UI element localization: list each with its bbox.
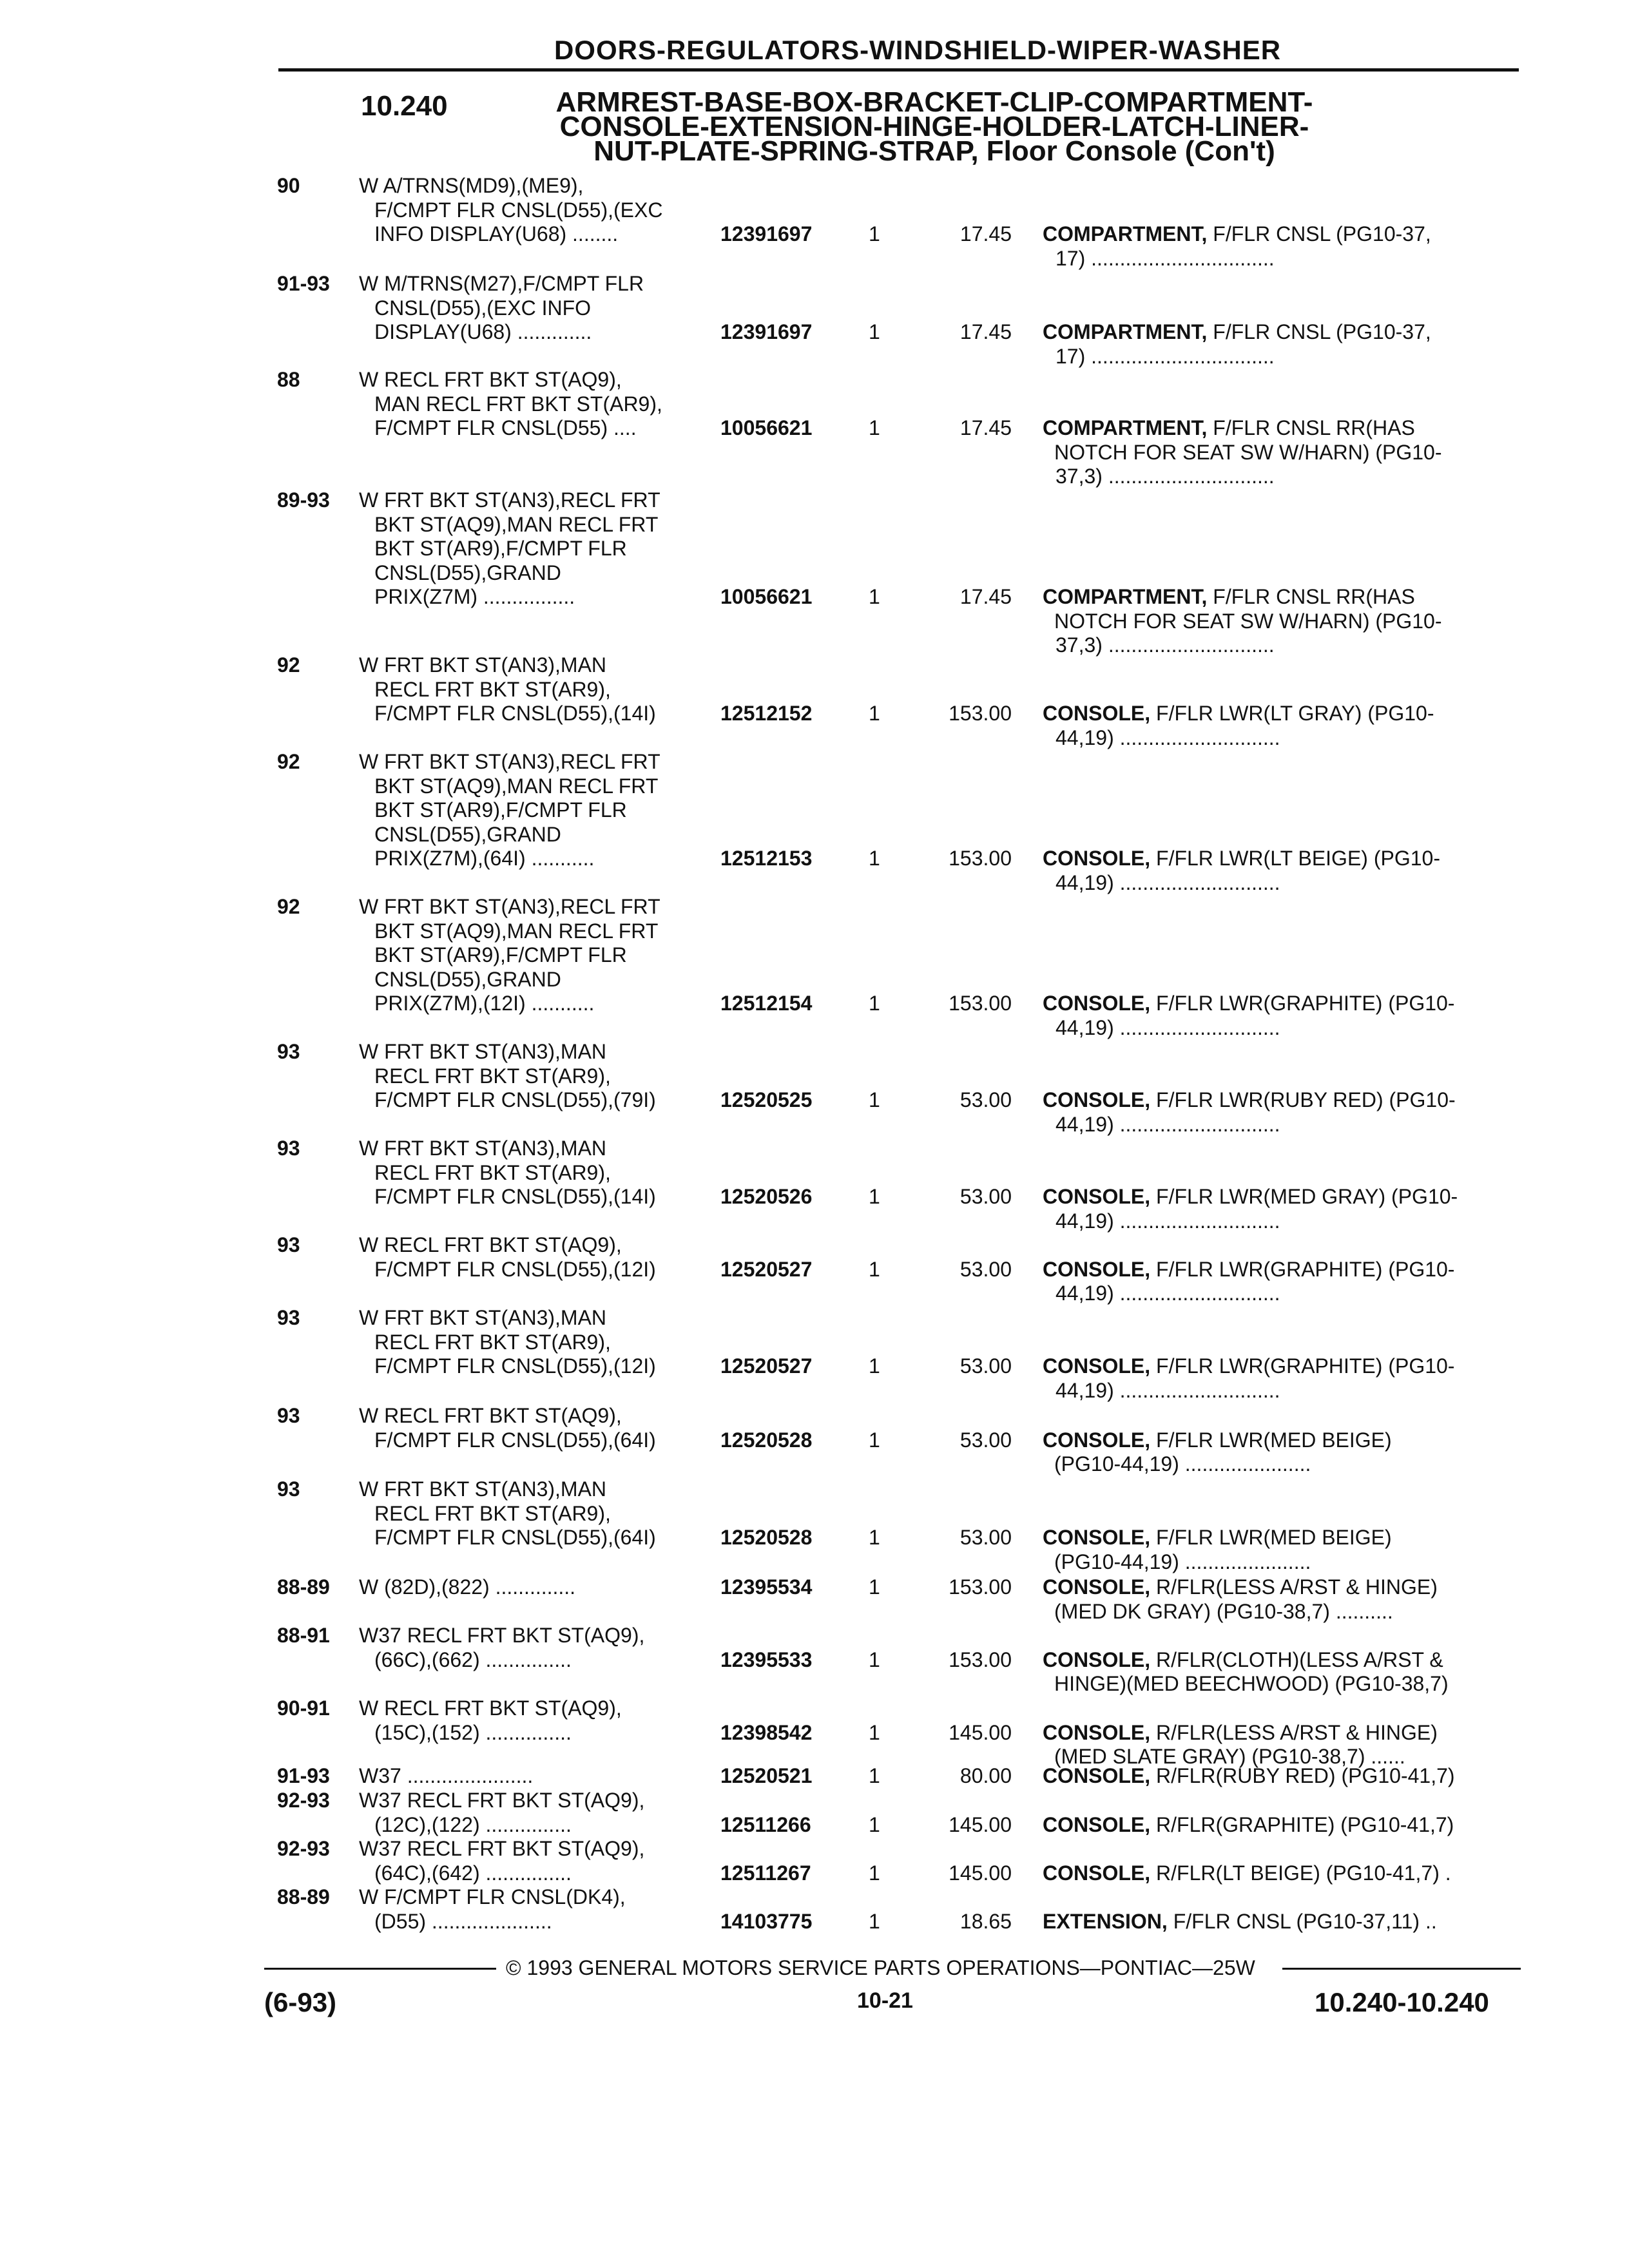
part-name	[1043, 320, 1507, 369]
section-title-line: CONSOLE-EXTENSION-HINGE-HOLDER-LATCH-LINER-	[559, 111, 1309, 142]
section-number: 10.240	[361, 90, 448, 122]
usage-line: W37 ......................	[359, 1764, 534, 1787]
part-name	[1043, 1813, 1507, 1838]
section-title-line: ARMREST-BASE-BOX-BRACKET-CLIP-COMPARTMENT-	[555, 86, 1313, 118]
usage-description	[359, 272, 707, 345]
footer-page-number: 10-21	[857, 1988, 913, 2013]
part-name-line: CONSOLE, R/FLR(GRAPHITE) (PG10-41,7)	[1043, 1812, 1454, 1836]
section-title-line: NUT-PLATE-SPRING-STRAP, Floor Console (Con't)	[593, 135, 1275, 167]
parts-row	[0, 653, 1629, 749]
part-name-line: CONSOLE, F/FLR LWR(LT GRAY) (PG10-	[1043, 702, 1434, 725]
footer-date: (6-93)	[264, 1987, 337, 2017]
quantity: 1	[869, 1526, 880, 1549]
usage-line: (15C),(152) ...............	[374, 1720, 572, 1744]
model-years: 90	[277, 174, 300, 197]
part-name-line: 44,19) ............................	[1055, 1282, 1280, 1305]
model-years: 92	[277, 895, 300, 918]
usage-description	[359, 1306, 707, 1379]
usage-line: (66C),(662) ...............	[374, 1648, 572, 1671]
usage-line: BKT ST(AQ9),MAN RECL FRT	[374, 512, 659, 536]
usage-line: RECL FRT BKT ST(AR9),	[374, 1064, 611, 1088]
part-number: 12511266	[720, 1812, 811, 1836]
usage-line: W A/TRNS(MD9),(ME9),	[359, 174, 584, 197]
part-name-line: COMPARTMENT, F/FLR CNSL (PG10-37,	[1043, 320, 1431, 343]
price: 145.00	[949, 1861, 1012, 1885]
part-name-line: CONSOLE, R/FLR(RUBY RED) (PG10-41,7)	[1043, 1764, 1455, 1787]
part-name	[1043, 1648, 1507, 1696]
part-name	[1043, 416, 1507, 489]
usage-line: RECL FRT BKT ST(AR9),	[374, 1160, 611, 1184]
part-name-line: 17) ................................	[1055, 246, 1275, 270]
usage-line: W37 RECL FRT BKT ST(AQ9),	[359, 1837, 645, 1860]
parts-row	[0, 1040, 1629, 1136]
quantity: 1	[869, 1354, 880, 1378]
usage-line: CNSL(D55),GRAND	[374, 561, 561, 584]
usage-line: W RECL FRT BKT ST(AQ9),	[359, 1233, 622, 1256]
price: 17.45	[959, 320, 1012, 343]
usage-line: F/CMPT FLR CNSL(D55),(12I)	[374, 1354, 656, 1378]
usage-description	[359, 895, 707, 1016]
usage-description	[359, 1137, 707, 1209]
part-number: 12520527	[720, 1354, 813, 1378]
part-name-line: (PG10-44,19) ......................	[1054, 1550, 1311, 1573]
usage-description	[359, 1696, 707, 1745]
part-name-keyword: CONSOLE,	[1043, 1257, 1151, 1281]
price: 18.65	[959, 1909, 1012, 1933]
part-number: 12398542	[720, 1720, 813, 1744]
quantity: 1	[869, 1428, 880, 1452]
model-years: 90-91	[277, 1696, 330, 1720]
part-name-keyword: CONSOLE,	[1043, 1526, 1151, 1549]
price: 53.00	[959, 1257, 1012, 1281]
part-number: 12520528	[720, 1526, 813, 1549]
price: 153.00	[949, 1575, 1012, 1599]
part-name-line: EXTENSION, F/FLR CNSL (PG10-37,11) ..	[1043, 1909, 1437, 1933]
quantity: 1	[869, 320, 880, 343]
model-years: 93	[277, 1306, 300, 1329]
price: 53.00	[959, 1526, 1012, 1549]
part-number: 12520528	[720, 1428, 813, 1452]
price: 17.45	[959, 585, 1012, 608]
part-name	[1043, 1088, 1507, 1137]
price: 53.00	[959, 1354, 1012, 1378]
usage-description	[359, 174, 707, 247]
page-header-title: DOORS-REGULATORS-WINDSHIELD-WIPER-WASHER	[554, 35, 1282, 65]
usage-line: MAN RECL FRT BKT ST(AR9),	[374, 392, 662, 416]
part-number: 12520521	[720, 1764, 813, 1787]
usage-line: W M/TRNS(M27),F/CMPT FLR	[359, 272, 644, 295]
part-name-keyword: CONSOLE,	[1043, 1764, 1151, 1787]
usage-line: W FRT BKT ST(AN3),MAN	[359, 1306, 607, 1329]
part-name-keyword: CONSOLE,	[1043, 702, 1151, 725]
quantity: 1	[869, 585, 880, 608]
part-name-keyword: CONSOLE,	[1043, 992, 1151, 1015]
model-years: 92-93	[277, 1837, 330, 1860]
model-years: 88-89	[277, 1575, 330, 1599]
quantity: 1	[869, 222, 880, 245]
part-name-line: CONSOLE, F/FLR LWR(MED BEIGE)	[1043, 1428, 1392, 1452]
price: 80.00	[959, 1764, 1012, 1787]
parts-row	[0, 174, 1629, 270]
usage-line: W FRT BKT ST(AN3),RECL FRT	[359, 488, 660, 512]
usage-description	[359, 488, 707, 610]
part-name-line: NOTCH FOR SEAT SW W/HARN) (PG10-	[1054, 440, 1442, 464]
model-years: 93	[277, 1477, 300, 1501]
usage-description	[359, 750, 707, 871]
parts-row	[0, 1885, 1629, 1933]
usage-line: F/CMPT FLR CNSL(D55),(14I)	[374, 1185, 656, 1208]
parts-row	[0, 1624, 1629, 1695]
quantity: 1	[869, 1764, 880, 1787]
part-name-line: HINGE)(MED BEECHWOOD) (PG10-38,7)	[1054, 1672, 1449, 1695]
part-name-line: 44,19) ............................	[1055, 726, 1280, 749]
quantity: 1	[869, 1861, 880, 1885]
part-name	[1043, 1526, 1507, 1574]
parts-row	[0, 368, 1629, 488]
parts-row	[0, 895, 1629, 1039]
model-years: 88-91	[277, 1624, 330, 1647]
price: 153.00	[949, 847, 1012, 870]
part-number: 14103775	[720, 1909, 813, 1933]
part-name-line: CONSOLE, F/FLR LWR(GRAPHITE) (PG10-	[1043, 1354, 1455, 1378]
quantity: 1	[869, 416, 880, 439]
part-name-line: CONSOLE, R/FLR(LESS A/RST & HINGE)	[1043, 1720, 1438, 1744]
model-years: 88-89	[277, 1885, 330, 1908]
parts-row	[0, 1696, 1629, 1768]
part-number: 12391697	[720, 222, 813, 245]
usage-line: (64C),(642) ...............	[374, 1861, 572, 1885]
part-name-line: CONSOLE, F/FLR LWR(GRAPHITE) (PG10-	[1043, 992, 1455, 1015]
usage-line: W37 RECL FRT BKT ST(AQ9),	[359, 1789, 645, 1812]
usage-line: RECL FRT BKT ST(AR9),	[374, 1330, 611, 1354]
quantity: 1	[869, 1720, 880, 1744]
part-name-line: COMPARTMENT, F/FLR CNSL (PG10-37,	[1043, 222, 1431, 245]
usage-line: F/CMPT FLR CNSL(D55),(79I)	[374, 1088, 656, 1111]
part-name-keyword: EXTENSION,	[1043, 1909, 1168, 1933]
usage-line: W (82D),(822) ..............	[359, 1575, 576, 1599]
usage-line: F/CMPT FLR CNSL(D55) ....	[374, 416, 637, 439]
quantity: 1	[869, 1088, 880, 1111]
parts-row	[0, 1477, 1629, 1573]
part-name-keyword: COMPARTMENT,	[1043, 222, 1208, 245]
parts-row	[0, 1404, 1629, 1475]
part-name-keyword: CONSOLE,	[1043, 1185, 1151, 1208]
part-name-keyword: CONSOLE,	[1043, 1428, 1151, 1452]
usage-line: BKT ST(AQ9),MAN RECL FRT	[374, 774, 659, 798]
part-number: 12520527	[720, 1257, 813, 1281]
part-name	[1043, 1764, 1507, 1789]
usage-description	[359, 1040, 707, 1113]
model-years: 93	[277, 1040, 300, 1063]
price: 153.00	[949, 702, 1012, 725]
part-number: 10056621	[720, 416, 813, 439]
usage-line: PRIX(Z7M),(64I) ...........	[374, 847, 595, 870]
part-name	[1043, 702, 1507, 750]
usage-description	[359, 1624, 707, 1672]
part-name	[1043, 1354, 1507, 1403]
parts-row	[0, 1137, 1629, 1233]
usage-description	[359, 368, 707, 441]
part-number: 12520526	[720, 1185, 813, 1208]
part-name-keyword: COMPARTMENT,	[1043, 416, 1208, 439]
part-name-line: (MED DK GRAY) (PG10-38,7) ..........	[1054, 1599, 1393, 1623]
usage-description	[359, 1837, 707, 1885]
usage-line: CNSL(D55),(EXC INFO	[374, 296, 592, 320]
part-number: 12520525	[720, 1088, 813, 1111]
price: 17.45	[959, 416, 1012, 439]
usage-line: INFO DISPLAY(U68) ........	[374, 222, 619, 245]
parts-row	[0, 1837, 1629, 1885]
model-years: 89-93	[277, 488, 330, 512]
part-name-line: 37,3) .............................	[1055, 633, 1275, 657]
part-name-line: CONSOLE, R/FLR(LT BEIGE) (PG10-41,7) .	[1043, 1861, 1451, 1885]
usage-description	[359, 1764, 707, 1789]
model-years: 93	[277, 1137, 300, 1160]
model-years: 88	[277, 368, 300, 391]
part-name-line: 44,19) ............................	[1055, 1015, 1280, 1039]
parts-row	[0, 1764, 1629, 1787]
price: 145.00	[949, 1812, 1012, 1836]
part-number: 12512153	[720, 847, 813, 870]
usage-line: W F/CMPT FLR CNSL(DK4),	[359, 1885, 626, 1908]
usage-line: BKT ST(AQ9),MAN RECL FRT	[374, 919, 659, 943]
model-years: 93	[277, 1233, 300, 1256]
footer-rule-left	[264, 1968, 496, 1970]
part-name	[1043, 1185, 1507, 1233]
price: 153.00	[949, 992, 1012, 1015]
usage-line: F/CMPT FLR CNSL(D55),(EXC	[374, 198, 663, 222]
usage-line: W RECL FRT BKT ST(AQ9),	[359, 1696, 622, 1720]
part-name-line: 37,3) .............................	[1055, 465, 1275, 488]
usage-line: W RECL FRT BKT ST(AQ9),	[359, 1404, 622, 1427]
model-years: 91-93	[277, 1764, 330, 1787]
part-name	[1043, 585, 1507, 658]
part-name-keyword: CONSOLE,	[1043, 1720, 1151, 1744]
part-name	[1043, 222, 1507, 271]
usage-line: F/CMPT FLR CNSL(D55),(14I)	[374, 702, 656, 725]
usage-description	[359, 1789, 707, 1837]
usage-line: (12C),(122) ...............	[374, 1812, 572, 1836]
usage-line: RECL FRT BKT ST(AR9),	[374, 677, 611, 701]
usage-line: PRIX(Z7M),(12I) ...........	[374, 992, 595, 1015]
usage-line: F/CMPT FLR CNSL(D55),(64I)	[374, 1526, 656, 1549]
usage-line: CNSL(D55),GRAND	[374, 822, 561, 846]
usage-line: W FRT BKT ST(AN3),RECL FRT	[359, 750, 660, 773]
part-name-line: NOTCH FOR SEAT SW W/HARN) (PG10-	[1054, 609, 1442, 633]
part-name-line: 44,19) ............................	[1055, 1209, 1280, 1233]
model-years: 92	[277, 750, 300, 773]
usage-line: W RECL FRT BKT ST(AQ9),	[359, 368, 622, 391]
part-name-line: COMPARTMENT, F/FLR CNSL RR(HAS	[1043, 585, 1415, 608]
part-number: 12391697	[720, 320, 813, 343]
parts-row	[0, 1306, 1629, 1402]
price: 145.00	[949, 1720, 1012, 1744]
quantity: 1	[869, 1575, 880, 1599]
part-name-line: 44,19) ............................	[1055, 1112, 1280, 1136]
parts-row	[0, 488, 1629, 657]
usage-line: PRIX(Z7M) ................	[374, 585, 575, 608]
usage-line: CNSL(D55),GRAND	[374, 967, 561, 991]
usage-line: F/CMPT FLR CNSL(D55),(64I)	[374, 1428, 656, 1452]
parts-row	[0, 1233, 1629, 1305]
usage-line: BKT ST(AR9),F/CMPT FLR	[374, 537, 627, 560]
model-years: 93	[277, 1404, 300, 1427]
part-number: 10056621	[720, 585, 813, 608]
quantity: 1	[869, 847, 880, 870]
part-number: 12395533	[720, 1648, 813, 1671]
part-name-line: (MED SLATE GRAY) (PG10-38,7) ......	[1054, 1745, 1405, 1768]
quantity: 1	[869, 1909, 880, 1933]
part-name-keyword: CONSOLE,	[1043, 1088, 1151, 1111]
part-name-line: CONSOLE, R/FLR(LESS A/RST & HINGE)	[1043, 1575, 1438, 1599]
footer-copyright: © 1993 GENERAL MOTORS SERVICE PARTS OPERATIONS—PONTIAC—25W	[506, 1956, 1255, 1979]
part-number: 12512152	[720, 702, 813, 725]
part-name-line: (PG10-44,19) ......................	[1054, 1452, 1311, 1475]
usage-line: RECL FRT BKT ST(AR9),	[374, 1501, 611, 1525]
part-name-line: CONSOLE, F/FLR LWR(GRAPHITE) (PG10-	[1043, 1257, 1455, 1281]
parts-row	[0, 750, 1629, 894]
part-name-keyword: CONSOLE,	[1043, 1812, 1151, 1836]
model-years: 92	[277, 653, 300, 677]
price: 153.00	[949, 1648, 1012, 1671]
part-name	[1043, 1721, 1507, 1769]
part-name-line: CONSOLE, R/FLR(CLOTH)(LESS A/RST &	[1043, 1648, 1443, 1671]
quantity: 1	[869, 992, 880, 1015]
part-name-keyword: CONSOLE,	[1043, 1861, 1151, 1885]
usage-description	[359, 1885, 707, 1934]
model-years: 92-93	[277, 1789, 330, 1812]
part-name-keyword: CONSOLE,	[1043, 1575, 1151, 1599]
part-name-keyword: CONSOLE,	[1043, 1354, 1151, 1378]
part-name-line: COMPARTMENT, F/FLR CNSL RR(HAS	[1043, 416, 1415, 439]
part-number: 12511267	[720, 1861, 811, 1885]
part-name-line: 44,19) ............................	[1055, 1378, 1280, 1402]
part-name-line: CONSOLE, F/FLR LWR(RUBY RED) (PG10-	[1043, 1088, 1456, 1111]
footer-rule-right	[1282, 1968, 1521, 1970]
part-name	[1043, 1910, 1507, 1934]
usage-description	[359, 1233, 707, 1282]
parts-row	[0, 272, 1629, 368]
usage-line: W FRT BKT ST(AN3),MAN	[359, 653, 607, 677]
part-name	[1043, 1258, 1507, 1306]
part-name-line: 44,19) ............................	[1055, 870, 1280, 894]
usage-description	[359, 1477, 707, 1550]
part-name	[1043, 1575, 1507, 1624]
part-name-keyword: COMPARTMENT,	[1043, 585, 1208, 608]
usage-line: BKT ST(AR9),F/CMPT FLR	[374, 943, 627, 966]
quantity: 1	[869, 1648, 880, 1671]
usage-line: W FRT BKT ST(AN3),MAN	[359, 1040, 607, 1063]
usage-line: W FRT BKT ST(AN3),RECL FRT	[359, 895, 660, 918]
usage-description	[359, 653, 707, 726]
part-name	[1043, 1861, 1507, 1886]
quantity: 1	[869, 702, 880, 725]
price: 53.00	[959, 1088, 1012, 1111]
part-name	[1043, 847, 1507, 895]
usage-line: W FRT BKT ST(AN3),MAN	[359, 1477, 607, 1501]
usage-line: W FRT BKT ST(AN3),MAN	[359, 1137, 607, 1160]
part-name-keyword: CONSOLE,	[1043, 1648, 1151, 1671]
price: 53.00	[959, 1428, 1012, 1452]
part-name	[1043, 1428, 1507, 1477]
part-name-line: CONSOLE, F/FLR LWR(MED BEIGE)	[1043, 1526, 1392, 1549]
part-name-keyword: CONSOLE,	[1043, 847, 1151, 870]
part-name-line: CONSOLE, F/FLR LWR(LT BEIGE) (PG10-	[1043, 847, 1440, 870]
parts-row	[0, 1789, 1629, 1836]
quantity: 1	[869, 1812, 880, 1836]
usage-line: (D55) .....................	[374, 1909, 552, 1933]
part-name-line: 17) ................................	[1055, 344, 1275, 368]
part-name	[1043, 992, 1507, 1040]
part-name-line: CONSOLE, F/FLR LWR(MED GRAY) (PG10-	[1043, 1185, 1458, 1208]
usage-description	[359, 1575, 707, 1600]
usage-description	[359, 1404, 707, 1452]
usage-line: W37 RECL FRT BKT ST(AQ9),	[359, 1624, 645, 1647]
usage-line: BKT ST(AR9),F/CMPT FLR	[374, 798, 627, 822]
quantity: 1	[869, 1257, 880, 1281]
parts-row	[0, 1575, 1629, 1623]
price: 17.45	[959, 222, 1012, 245]
usage-line: DISPLAY(U68) .............	[374, 320, 592, 343]
footer-section-range: 10.240-10.240	[1315, 1987, 1489, 2017]
usage-line: F/CMPT FLR CNSL(D55),(12I)	[374, 1257, 656, 1281]
price: 53.00	[959, 1185, 1012, 1208]
part-number: 12395534	[720, 1575, 813, 1599]
quantity: 1	[869, 1185, 880, 1208]
part-number: 12512154	[720, 992, 813, 1015]
model-years: 91-93	[277, 272, 330, 295]
part-name-keyword: COMPARTMENT,	[1043, 320, 1208, 343]
